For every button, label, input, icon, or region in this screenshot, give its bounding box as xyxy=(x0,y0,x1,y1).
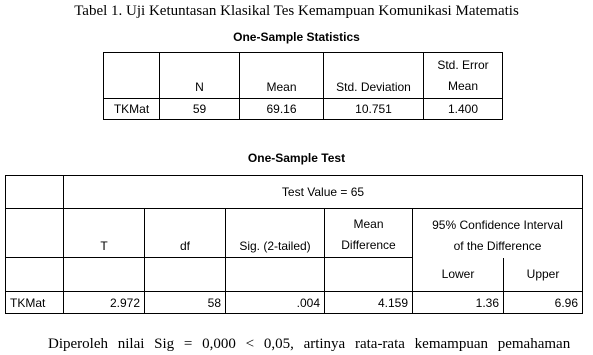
test-header-t: T xyxy=(64,209,145,258)
stats-table-title: One-Sample Statistics xyxy=(233,30,360,44)
test-sub-blank-2 xyxy=(64,258,145,292)
test-row-label: TKMat xyxy=(6,292,64,314)
test-header-lower: Lower xyxy=(413,258,504,292)
stats-header-std-err xyxy=(424,53,503,99)
test-header-mean-diff xyxy=(325,209,413,258)
stats-value-std-dev: 10.751 xyxy=(324,99,424,120)
test-header-upper: Upper xyxy=(504,258,583,292)
test-value-sig: .004 xyxy=(226,292,325,314)
mean-diff-line1: Mean xyxy=(353,217,384,231)
test-value-header: Test Value = 65 xyxy=(64,176,583,209)
statistics-table xyxy=(103,52,503,120)
test-sub-blank-4 xyxy=(226,258,325,292)
test-value-mean-diff: 4.159 xyxy=(325,292,413,314)
std-err-line2: Mean xyxy=(447,79,479,93)
test-sub-blank-1 xyxy=(6,258,64,292)
ci-line1: 95% Confidence Interval xyxy=(432,217,563,232)
test-subheader-row xyxy=(6,258,583,292)
stats-header-row xyxy=(104,53,503,99)
test-header-blank xyxy=(6,176,64,209)
mean-diff-line2: Difference xyxy=(341,238,396,252)
stats-header-std-dev: Std. Deviation xyxy=(324,53,424,99)
test-value-upper: 6.96 xyxy=(504,292,583,314)
stats-header-blank xyxy=(104,53,160,99)
table-caption: Tabel 1. Uji Ketuntasan Klasikal Tes Kemampuan Komunikasi Matematis xyxy=(74,3,519,19)
stats-value-mean: 69.16 xyxy=(240,99,324,120)
test-header-df: df xyxy=(145,209,226,258)
table-row xyxy=(6,292,583,314)
table-row xyxy=(104,99,503,120)
ci-line2: of the Difference xyxy=(453,238,542,253)
stats-row-label: TKMat xyxy=(104,99,160,120)
test-table-title: One-Sample Test xyxy=(247,151,346,165)
test-value-df: 58 xyxy=(145,292,226,314)
stats-header-n: N xyxy=(160,53,240,99)
std-err-line1: Std. Error xyxy=(437,58,489,72)
test-value-t: 2.972 xyxy=(64,292,145,314)
stats-header-mean: Mean xyxy=(240,53,324,99)
test-header-ci xyxy=(413,209,583,258)
body-paragraph: Diperoleh nilai Sig = 0,000 < 0,05, artinya rata-rata kemampuan pemahaman xyxy=(48,336,571,352)
test-value-row xyxy=(6,176,583,209)
test-value-lower: 1.36 xyxy=(413,292,504,314)
one-sample-test-table xyxy=(5,175,583,314)
test-sub-blank-5 xyxy=(325,258,413,292)
test-header-blank-2 xyxy=(6,209,64,258)
stats-value-n: 59 xyxy=(160,99,240,120)
test-sub-blank-3 xyxy=(145,258,226,292)
test-header-row xyxy=(6,209,583,258)
stats-value-std-err: 1.400 xyxy=(424,99,503,120)
test-header-sig: Sig. (2-tailed) xyxy=(226,209,325,258)
